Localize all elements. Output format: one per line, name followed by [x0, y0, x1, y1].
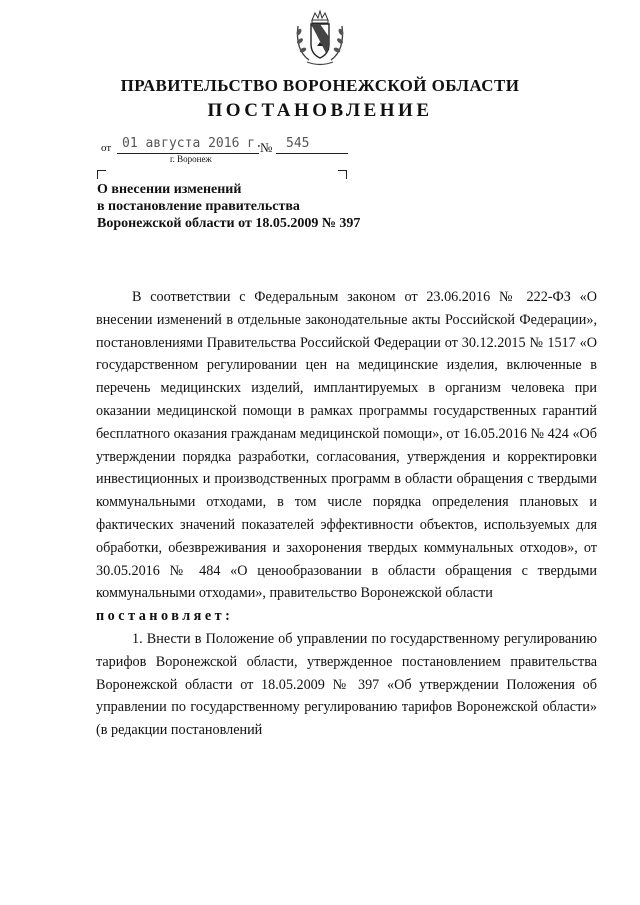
subject-line: в постановление правительства [97, 199, 300, 214]
document-body [96, 286, 597, 742]
date-from-label: от [101, 142, 112, 154]
number-label: № [260, 140, 273, 155]
subject-bracket-left [97, 170, 106, 179]
coat-of-arms-emblem [289, 10, 351, 68]
preamble-paragraph: В соответствии с Федеральным законом от 23.06.2016 № 222-ФЗ «О внесении изменений в отдельные законодательные акты Российской Федерации», постановлениями Правительства Российской Федерации от 30.12.2015 № 1517 «О государственном регулировании цен на медицинские изделия, включенные в перечень медицинских изделий, имплантируемых в организм человека при оказании медицинской помощи в рамках программы государственных гарантий бесплатного оказания гражданам медицинской помощи», от 16.05.2016 № 424 «Об утверждении порядка разработки, согласования, утверждения и корректировки инвестиционных и производственных программ в области обращения с твердыми коммунальными отходами, в том числе порядка определения плановых и фактических значений показателей эффективности объектов, используемых для обработки, обезвреживания и захоронения твердых коммунальных отходов», от 30.05.2016 № 484 «О ценообразовании в области обращения с твердыми коммунальными отходами», правительство Воронежской области [96, 289, 597, 602]
subject-bracket-right [338, 170, 347, 179]
city-label: г. Воронеж [170, 154, 212, 164]
date-value: 01 августа 2016 г. [122, 136, 263, 151]
subject-line: О внесении изменений [97, 182, 242, 197]
document-type-title: ПОСТАНОВЛЕНИЕ [207, 100, 433, 121]
number-value: 545 [286, 136, 310, 151]
document-subject [97, 181, 360, 232]
clause-paragraph: 1. Внести в Положение об управлении по государственному регулированию тарифов Воронежской области, утвержденное постановлением правительства Воронежской области от 18.05.2009 № 397 «Об утверждении Положения об управлении по государственному регулированию тарифов Воронежской области» (в редакции постановлений [96, 630, 597, 739]
decree-word: постановляет: [96, 608, 234, 625]
organization-title: ПРАВИТЕЛЬСТВО ВОРОНЕЖСКОЙ ОБЛАСТИ [120, 76, 520, 95]
number-underline [276, 153, 348, 154]
subject-line: Воронежской области от 18.05.2009 № 397 [97, 216, 361, 231]
